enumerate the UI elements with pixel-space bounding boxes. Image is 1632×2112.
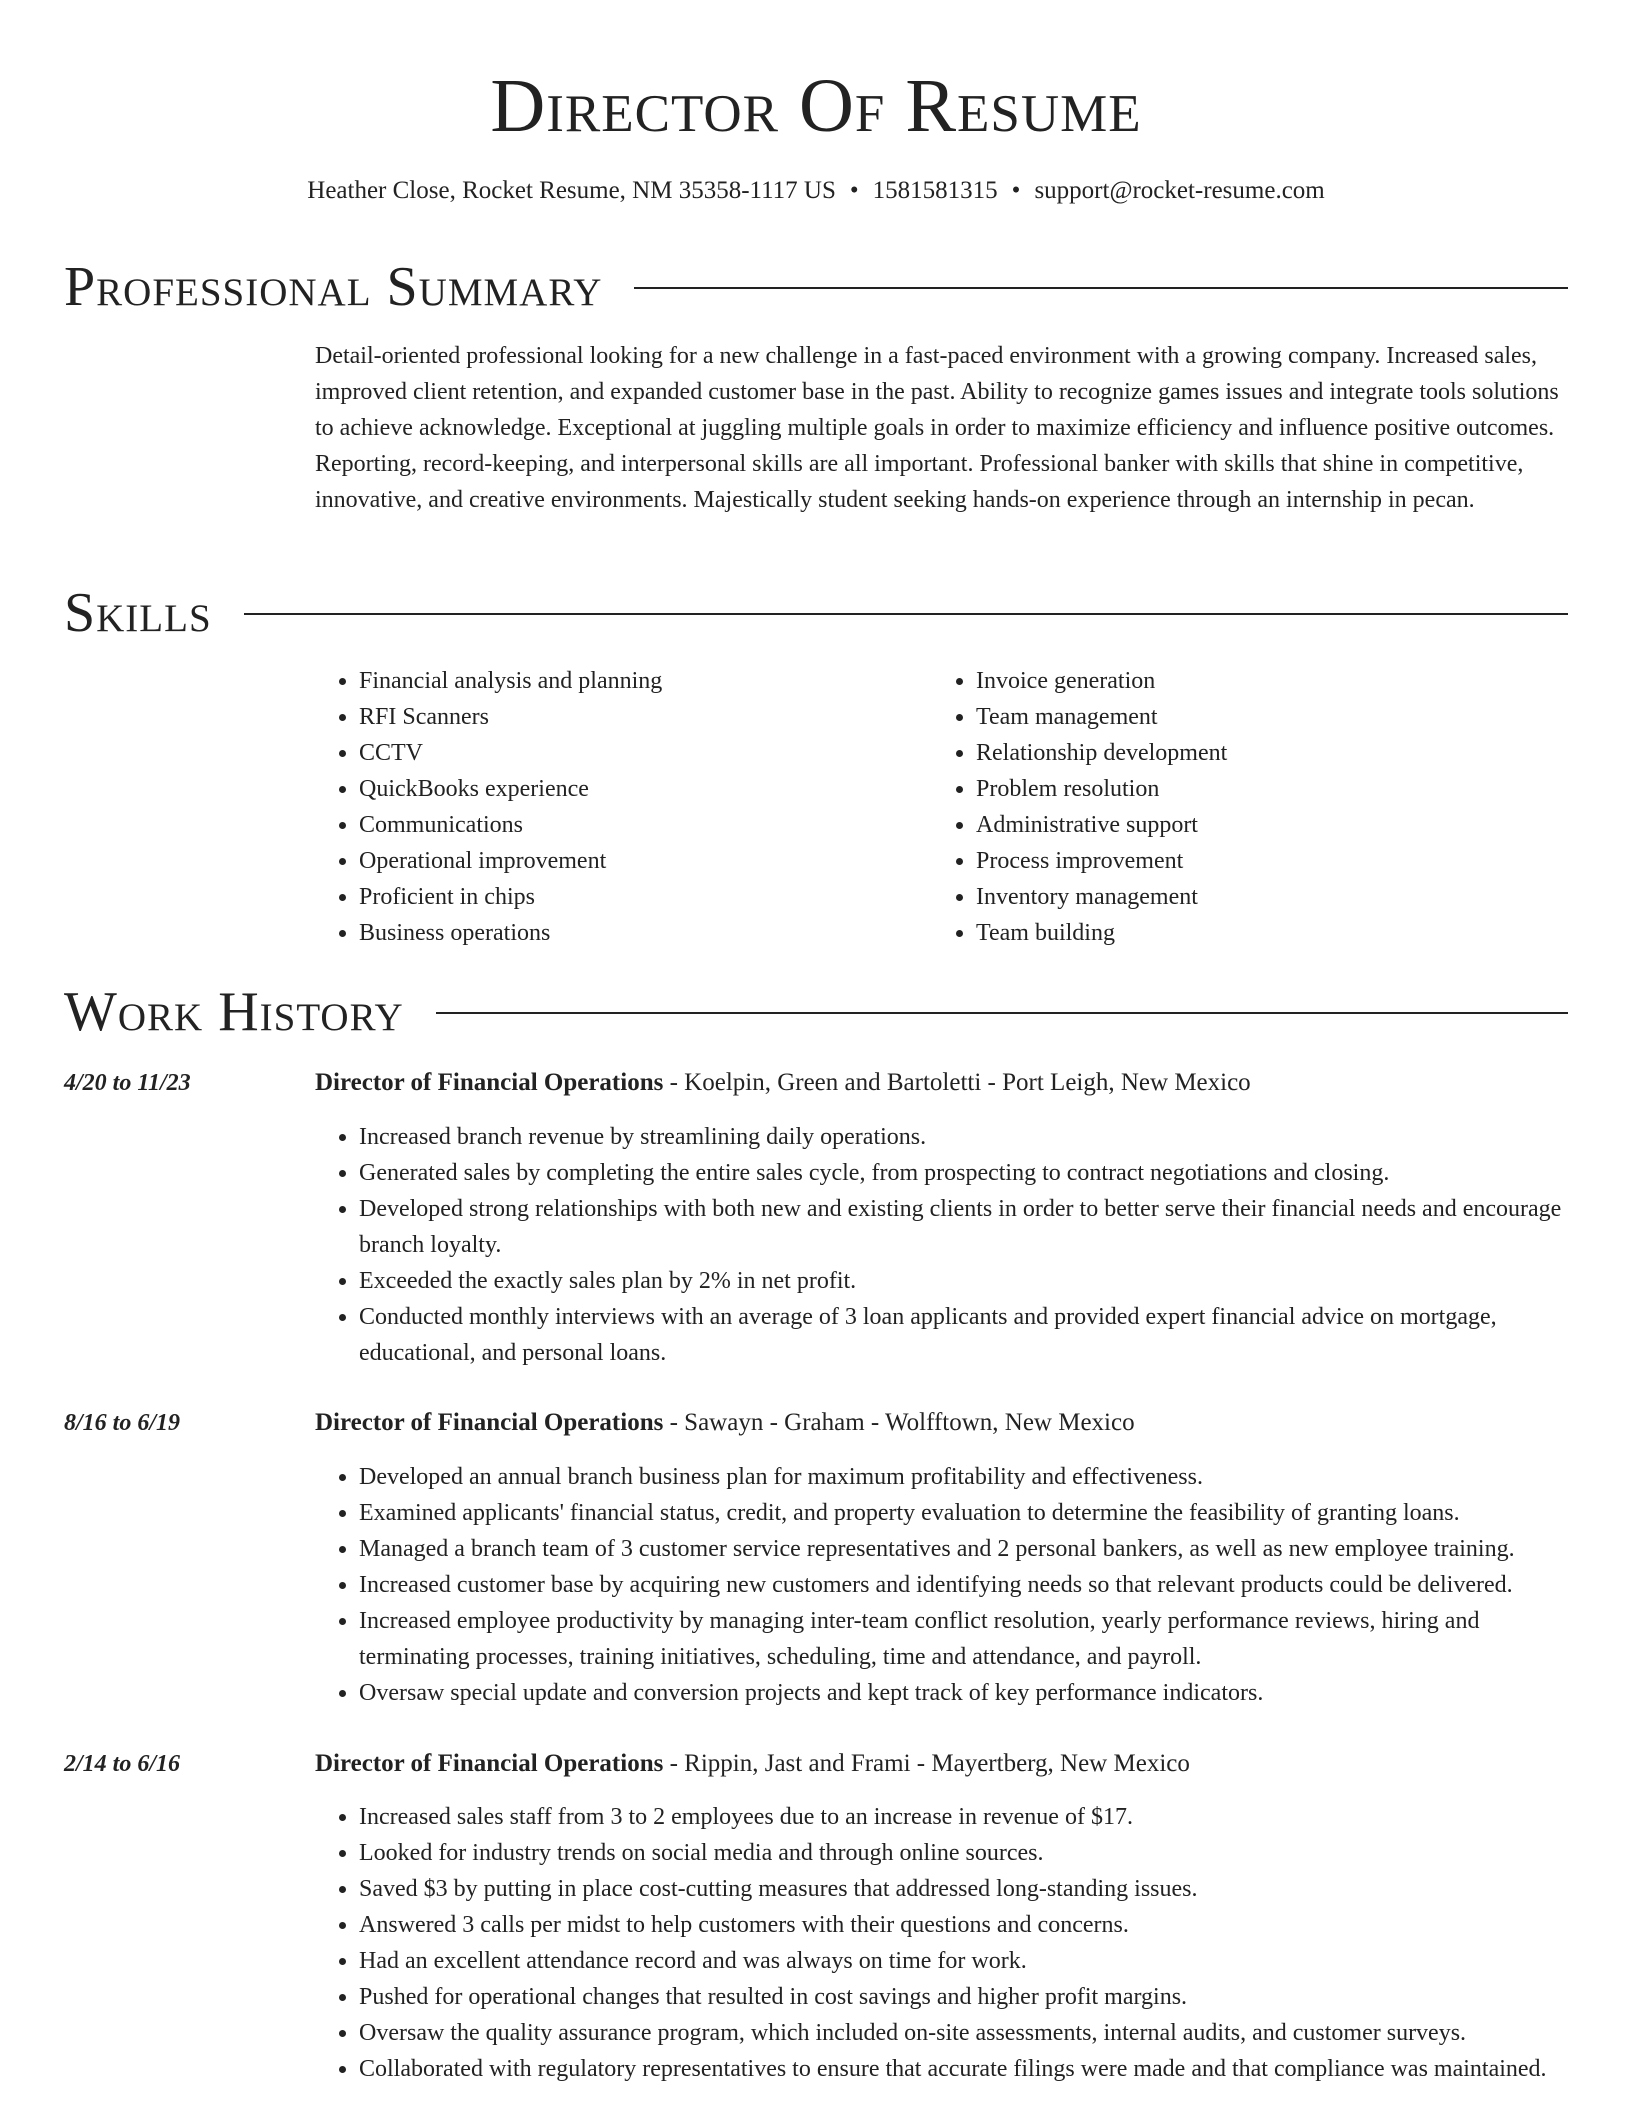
job-duty-item: • Managed a branch team of 3 customer service representatives and 2 personal bankers, as well as new employee training. (359, 1531, 1568, 1567)
job-title: Director of Financial Operations (315, 1069, 664, 1096)
skill-item: • Problem resolution (976, 771, 1532, 807)
summary-section-header (64, 252, 1568, 322)
resume-name: Director Of Resume (490, 64, 1142, 148)
contact-line (0, 174, 1632, 208)
contact-separator: • (849, 177, 859, 204)
skills-column-left (315, 663, 915, 951)
contact-separator: • (1011, 177, 1021, 204)
job-duty-item: • Oversaw special update and conversion projects and kept track of key performance indicators. (359, 1675, 1568, 1711)
skill-item: • Team management (976, 699, 1532, 735)
job-dates: 8/16 to 6/19 (64, 1410, 181, 1436)
skills-list-left (315, 663, 915, 951)
skill-item: • Business operations (359, 915, 915, 951)
skill-item: • Team building (976, 915, 1532, 951)
skill-item: • Relationship development (976, 735, 1532, 771)
job-duties-list (315, 1459, 1568, 1711)
skill-item: • Process improvement (976, 843, 1532, 879)
skill-item: • Inventory management (976, 879, 1532, 915)
skills-list-right (932, 663, 1532, 951)
skill-item: • Proficient in chips (359, 879, 915, 915)
skill-item: • Communications (359, 807, 915, 843)
job-duties-list (315, 1119, 1568, 1371)
job-duties-list (315, 1799, 1568, 2087)
contact-address: Heather Close, Rocket Resume, NM 35358-1117 US (307, 177, 836, 204)
skill-item: • Financial analysis and planning (359, 663, 915, 699)
section-divider (244, 613, 1568, 615)
skill-item: • CCTV (359, 735, 915, 771)
skill-item: • Invoice generation (976, 663, 1532, 699)
job-employer-location: - Koelpin, Green and Bartoletti - Port Leigh, New Mexico (663, 1069, 1251, 1096)
work-title: Work History (64, 981, 404, 1043)
job-dates: 2/14 to 6/16 (64, 1751, 181, 1777)
job-title: Director of Financial Operations (315, 1409, 664, 1436)
job-duty-item: • Oversaw the quality assurance program, which included on-site assessments, internal audits, and customer surveys. (359, 2015, 1568, 2051)
job-duty-item: • Developed strong relationships with both new and existing clients in order to better serve their financial needs and encourage branch loyalty. (359, 1191, 1568, 1263)
skills-column-right (932, 663, 1532, 951)
job-employer-location: - Sawayn - Graham - Wolfftown, New Mexico (663, 1409, 1135, 1436)
job-duty-item: • Developed an annual branch business plan for maximum profitability and effectiveness. (359, 1459, 1568, 1495)
summary-title: Professional Summary (64, 256, 603, 318)
job-duties (315, 1119, 1568, 1371)
skill-item: • Administrative support (976, 807, 1532, 843)
job-duty-item: • Examined applicants' financial status, credit, and property evaluation to determine the feasibility of granting loans. (359, 1495, 1568, 1531)
job-heading (315, 1065, 1568, 1101)
job-employer-location: - Rippin, Jast and Frami - Mayertberg, New Mexico (663, 1750, 1190, 1777)
job-duty-item: • Increased branch revenue by streamlining daily operations. (359, 1119, 1568, 1155)
summary-text: Detail-oriented professional looking for a new challenge in a fast-paced environment with a growing company. Increased sales, improved client retention, and expanded customer base in the past. Ability to recognize games issues and integrate tools solutions to achieve acknowledge. Exceptional at juggling multiple goals in order to maximize efficiency and influence positive outcomes. Reporting, record-keeping, and interpersonal skills are all important. Professional banker with skills that shine in competitive, innovative, and creative environments. Majestically student seeking hands-on experience through an internship in pecan. (315, 343, 1559, 513)
job-duty-item: • Generated sales by completing the entire sales cycle, from prospecting to contract negotiations and closing. (359, 1155, 1568, 1191)
job-heading (315, 1405, 1568, 1441)
section-divider (634, 287, 1568, 289)
job-duty-item: • Increased customer base by acquiring new customers and identifying needs so that relevant products could be delivered. (359, 1567, 1568, 1603)
job-duty-item: • Collaborated with regulatory representatives to ensure that accurate filings were made and that compliance was maintained. (359, 2051, 1568, 2087)
skill-item: • Operational improvement (359, 843, 915, 879)
job-duty-item: • Increased employee productivity by managing inter-team conflict resolution, yearly performance reviews, hiring and terminating processes, training initiatives, scheduling, time and attendance, and payroll. (359, 1603, 1568, 1675)
skill-item: • QuickBooks experience (359, 771, 915, 807)
contact-phone: 1581581315 (872, 177, 998, 204)
job-duty-item: • Looked for industry trends on social media and through online sources. (359, 1835, 1568, 1871)
job-title: Director of Financial Operations (315, 1750, 664, 1777)
skills-title: Skills (64, 582, 212, 644)
job-heading (315, 1746, 1568, 1782)
job-duty-item: • Had an excellent attendance record and was always on time for work. (359, 1943, 1568, 1979)
job-duty-item: • Increased sales staff from 3 to 2 employees due to an increase in revenue of $17. (359, 1799, 1568, 1835)
job-duties (315, 1459, 1568, 1711)
job-duty-item: • Pushed for operational changes that resulted in cost savings and higher profit margins. (359, 1979, 1568, 2015)
job-duty-item: • Saved $3 by putting in place cost-cutting measures that addressed long-standing issues. (359, 1871, 1568, 1907)
job-duty-item: • Answered 3 calls per midst to help customers with their questions and concerns. (359, 1907, 1568, 1943)
skill-item: • RFI Scanners (359, 699, 915, 735)
job-duties (315, 1799, 1568, 2087)
section-divider (436, 1012, 1568, 1014)
contact-email: support@rocket-resume.com (1034, 177, 1325, 204)
job-dates: 4/20 to 11/23 (64, 1070, 191, 1096)
skills-section-header (64, 578, 1568, 648)
job-duty-item: • Conducted monthly interviews with an average of 3 loan applicants and provided expert financial advice on mortgage, educational, and personal loans. (359, 1299, 1568, 1371)
job-duty-item: • Exceeded the exactly sales plan by 2% in net profit. (359, 1263, 1568, 1299)
work-section-header (64, 977, 1568, 1047)
